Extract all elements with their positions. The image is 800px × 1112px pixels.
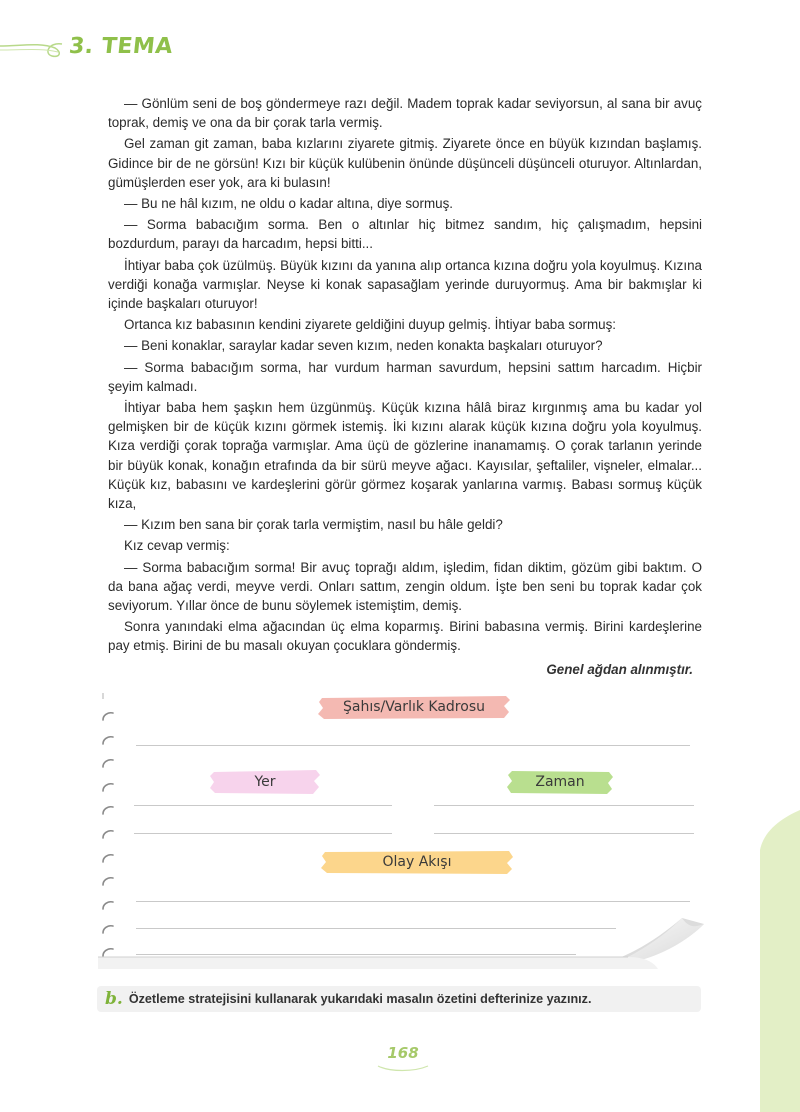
characters-tag-label: Şahıs/Varlık Kadrosu	[343, 699, 485, 715]
time-tag-label: Zaman	[535, 774, 585, 790]
story-paragraph: — Sorma babacığım sorma, har vurdum harman savurdum, hepsini sattım harcadım. Hiçbir şeyim kalmadı.	[108, 359, 702, 394]
story-paragraph: — Sorma babacığım sorma. Ben o altınlar hiç bitmez sandım, hiç çalışmadım, hepsini bozdurdum, parayı da harcadım, hepsi bitti...	[108, 217, 702, 252]
story-text	[108, 94, 702, 658]
story-paragraph: — Beni konaklar, saraylar kadar seven kızım, neden konakta başkaları oturuyor?	[124, 338, 603, 354]
story-paragraph: İhtiyar baba çok üzülmüş. Büyük kızını da yanına alıp ortanca kızına doğru yola koyulmuş. Kızına verdiği konağa varmışlar. Neyse ki konak sapasağlam yerinde duruyormuş. Ama bir bakmışlar ki içinde başkaları oturuyor!	[108, 257, 702, 312]
characters-answer-line	[136, 745, 690, 746]
theme-title: 3. TEMA	[67, 34, 175, 59]
page-number: 168	[387, 1044, 419, 1062]
plot-tag	[321, 849, 513, 875]
story-paragraph: — Kızım ben sana bir çorak tarla vermiştim, nasıl bu hâle geldi?	[124, 517, 503, 533]
instruction-text: Özetleme stratejisini kullanarak yukarıdaki masalın özetini defterinize yazınız.	[128, 992, 592, 1006]
source-note: Genel ağdan alınmıştır.	[546, 662, 693, 677]
characters-tag	[318, 694, 510, 720]
page-bottom-shadow	[98, 955, 658, 973]
side-tab-decoration	[760, 810, 800, 1112]
story-paragraph: — Bu ne hâl kızım, ne oldu o kadar altına, diye sormuş.	[124, 196, 453, 212]
notebook-worksheet	[86, 685, 706, 977]
story-paragraph: — Gönlüm seni de boş göndermeye razı değil. Madem toprak kadar seviyorsun, al sana bir avuç toprak, demiş ve ona da bir çorak tarla vermiş.	[108, 96, 702, 131]
time-tag	[507, 769, 613, 795]
story-paragraph: Sonra yanındaki elma ağacından üç elma koparmış. Birini babasına vermiş. Birini kardeşlerine pay etmiş. Birini de bu masalı okuyan çocuklara göndermiş.	[108, 619, 702, 654]
time-answer-line-1	[434, 805, 694, 806]
story-paragraph: Ortanca kız babasının kendini ziyarete geldiğini duyup gelmiş. İhtiyar baba sormuş:	[124, 317, 616, 333]
place-answer-line-2	[134, 833, 392, 834]
spiral-rings	[86, 685, 126, 977]
time-answer-line-2	[434, 833, 694, 834]
story-paragraph: Gel zaman git zaman, baba kızlarını ziyarete gitmiş. Ziyarete önce en büyük kızından başlamış. Gidince bir de ne görsün! Kızı bir küçük kulübenin önünde düşünceli düşünceli oturuyor. Altınlardan, gümüşlerden eser yok, ara ki bulasın!	[108, 136, 702, 190]
story-paragraph: Kız cevap vermiş:	[124, 538, 230, 554]
place-tag	[210, 769, 320, 795]
story-paragraph: İhtiyar baba hem şaşkın hem üzgünmüş. Küçük kızına hâlâ biraz kırgınmış ama bu kadar yol gelmişken bir de küçük kızını görmek istemiş. İki kızını alarak küçük kızına doğru yola koyulmuş. Kıza verdiği çorak toprağa varmışlar. Ama üçü de gözlerine inanamamış. O çorak tarlanın yerinde bir büyük konak, konağın etrafında da bir sürü meyve ağacı. Kayısılar, şeftaliler, vişneler, elmalar... Küçük kız, babasını ve kardeşlerini görür görmez koşarak yanlarına varmış. Babası sormuş küçük kıza,	[108, 400, 702, 512]
plot-answer-line-2	[136, 928, 616, 929]
place-answer-line-1	[134, 805, 392, 806]
story-paragraph: — Sorma babacığım sorma! Bir avuç toprağı aldım, işledim, fidan diktim, gözüm gibi baktım. O da bana ağaç verdi, meyve verdi. Onları sattım, zengin oldum. İşte ben seni bu toprak kadar çok seviyorum. Yıllar önce de bunu söylemek istemiştim, demiş.	[108, 559, 702, 614]
instruction-letter: b.	[105, 989, 123, 1009]
instruction-box	[97, 986, 701, 1012]
plot-tag-label: Olay Akışı	[382, 854, 452, 870]
place-tag-label: Yer	[254, 774, 276, 790]
page-header	[0, 22, 800, 82]
